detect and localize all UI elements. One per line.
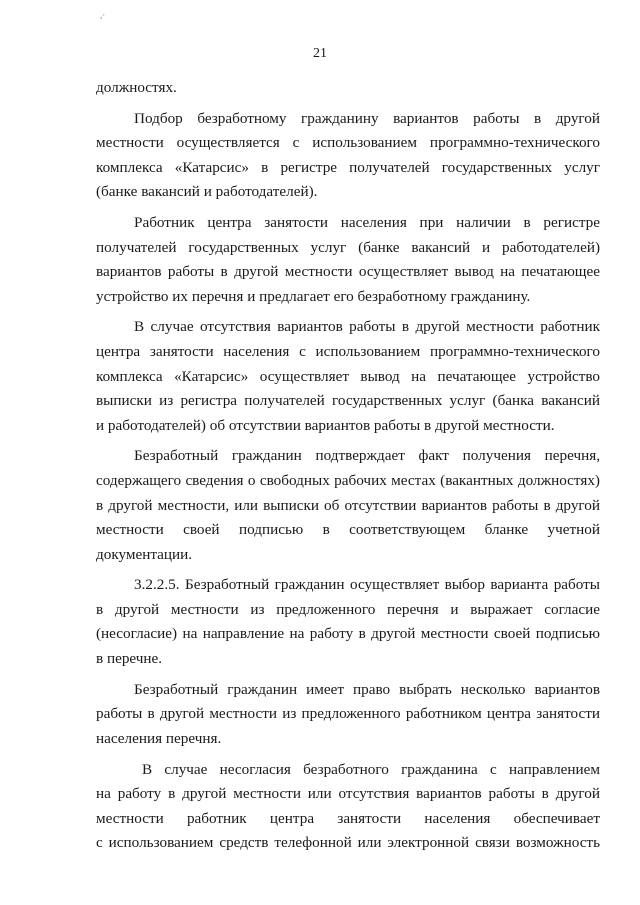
text-line: Безработный гражданин имеет право выбрать несколько вариантов bbox=[134, 680, 600, 698]
text-line: на работу в другой местности или отсутствия вариантов работы в другой bbox=[96, 785, 600, 803]
text-line: В случае отсутствия вариантов работы в другой местности работник bbox=[134, 318, 600, 336]
text-line: с использованием средств телефонной или электронной связи возможность bbox=[96, 834, 600, 852]
text-line: (банке вакансий и работодателей). bbox=[96, 183, 318, 201]
text-line: В случае несогласия безработного гражданина с направлением bbox=[142, 760, 600, 778]
text-line: Подбор безработному гражданину вариантов работы в другой bbox=[134, 109, 600, 127]
page-number: 21 bbox=[313, 46, 327, 61]
text-line: населения перечня. bbox=[96, 729, 222, 747]
text-line: центра занятости населения с использованием программно-технического bbox=[96, 343, 600, 361]
text-line: получателей государственных услуг (банке вакансий и работодателей) bbox=[96, 238, 600, 256]
text-line: документации. bbox=[96, 545, 193, 563]
body-text bbox=[96, 76, 600, 856]
text-line: Безработный гражданин подтверждает факт получения перечня, bbox=[134, 447, 600, 465]
text-line: (несогласие) на направление на работу в другой местности своей подписью bbox=[96, 625, 600, 643]
text-line: работы в другой местности из предложенного работником центра занятости bbox=[96, 705, 600, 723]
text-line: в другой местности из предложенного перечня и выражает согласие bbox=[96, 600, 600, 618]
text-line: местности осуществляется с использованием программно-технического bbox=[96, 134, 600, 152]
text-line: вариантов работы в другой местности осуществляет вывод на печатающее bbox=[96, 263, 600, 281]
text-line: комплекса «Катарсис» в регистре получателей государственных услуг bbox=[96, 158, 600, 176]
text-line: устройство их перечня и предлагает его безработному гражданину. bbox=[96, 287, 531, 305]
text-line: комплекса «Катарсис» осуществляет вывод на печатающее устройство bbox=[96, 367, 600, 385]
text-line: в другой местности, или выписки об отсутствии вариантов работы в другой bbox=[96, 496, 600, 514]
text-line: местности работник центра занятости населения обеспечивает bbox=[96, 809, 600, 827]
text-line: Работник центра занятости населения при наличии в регистре bbox=[134, 214, 600, 232]
text-line: выписки из регистра получателей государственных услуг (банка вакансий bbox=[96, 392, 600, 410]
text-line: местности своей подписью в соответствующем бланке учетной bbox=[96, 521, 600, 539]
text-line: содержащего сведения о свободных рабочих местах (вакантных должностях) bbox=[96, 471, 600, 489]
scan-mark: ,· bbox=[100, 10, 106, 20]
text-line: 3.2.2.5. Безработный гражданин осуществляет выбор варианта работы bbox=[134, 576, 600, 594]
text-line: в перечне. bbox=[96, 649, 163, 667]
text-line: должностях. bbox=[96, 79, 177, 96]
text-line: и работодателей) об отсутствии вариантов работы в другой местности. bbox=[96, 416, 555, 434]
